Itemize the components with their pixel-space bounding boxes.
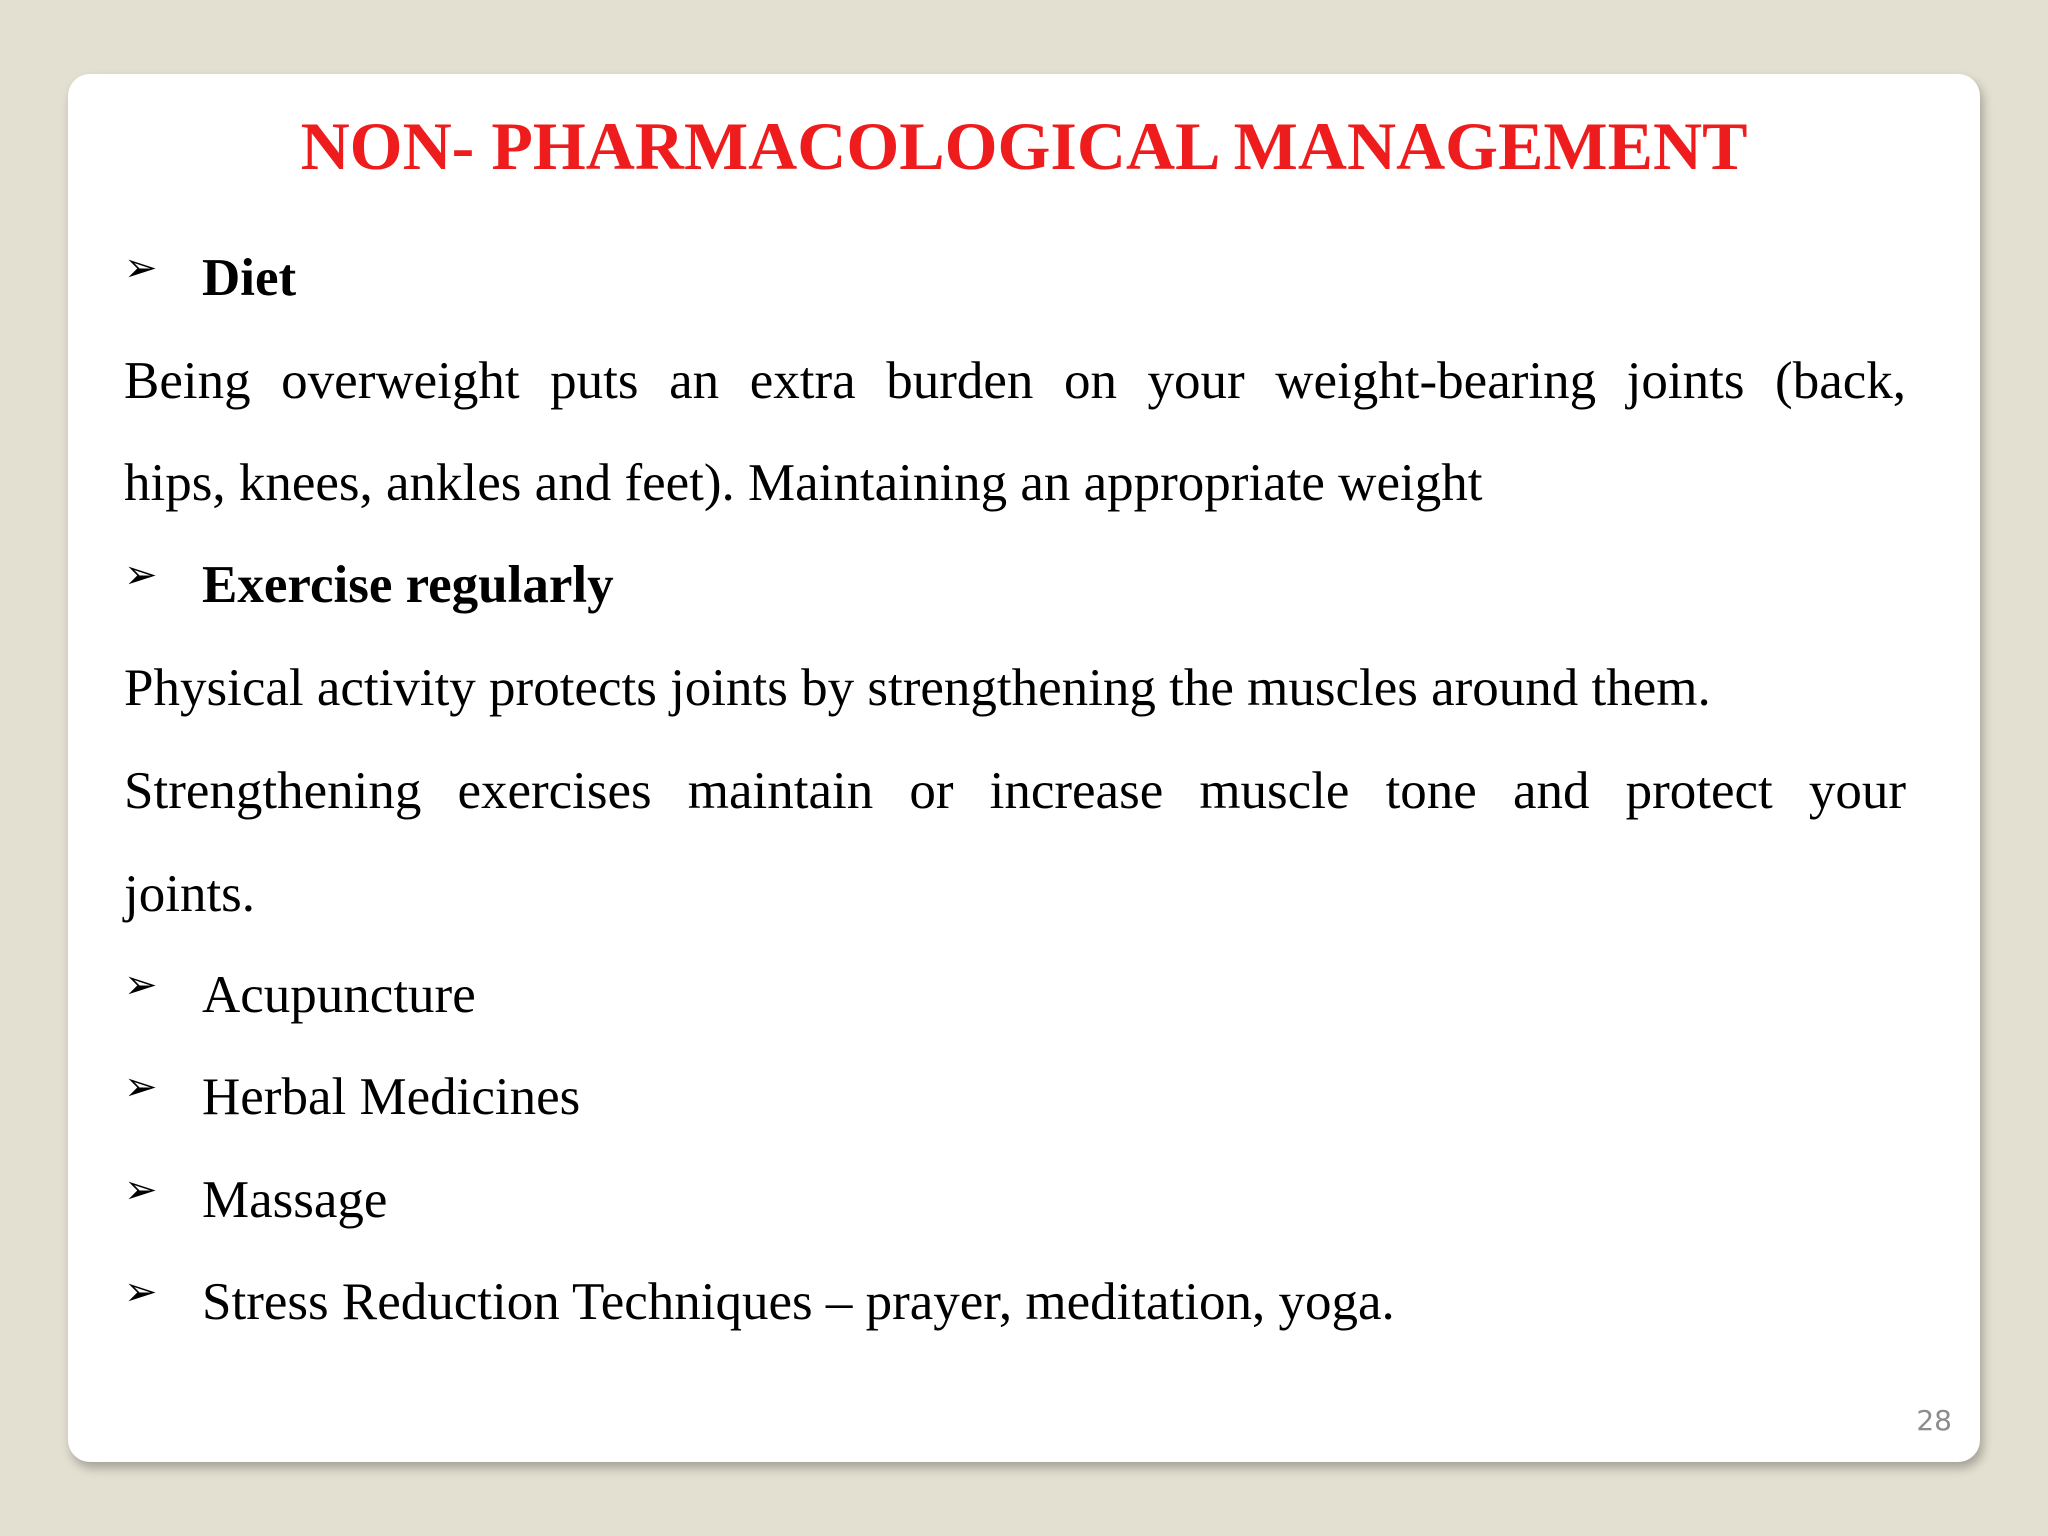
bullet-label: Herbal Medicines xyxy=(202,1068,581,1126)
arrow-bullet-icon: ➢ xyxy=(124,1064,158,1110)
diet-text-line-2: hips, knees, ankles and feet). Maintaining an appropriate weight xyxy=(124,454,1483,512)
exercise-text-line-3: joints. xyxy=(124,865,256,923)
exercise-text-line-1: Physical activity protects joints by strengthening the muscles around them. xyxy=(124,659,1711,717)
bullet-label: Acupuncture xyxy=(202,966,476,1024)
section-heading-diet: Diet xyxy=(202,249,297,307)
arrow-bullet-icon: ➢ xyxy=(124,1167,158,1213)
bullet-label: Massage xyxy=(202,1171,388,1229)
arrow-bullet-icon: ➢ xyxy=(124,1269,158,1315)
slide-title: NON- PHARMACOLOGICAL MANAGEMENT xyxy=(300,108,1748,184)
diet-text-line-1: Being overweight puts an extra burden on your weight-bearing joints (back, xyxy=(124,352,1906,410)
arrow-bullet-icon: ➢ xyxy=(124,245,158,291)
page-number: 28 xyxy=(1916,1404,1952,1437)
arrow-bullet-icon: ➢ xyxy=(124,552,158,598)
arrow-bullet-icon: ➢ xyxy=(124,962,158,1008)
bullet-item-exercise xyxy=(124,545,614,625)
bullet-item-stress-reduction xyxy=(124,1262,1395,1342)
bullet-item-massage xyxy=(124,1160,387,1240)
bullet-item-diet xyxy=(124,238,296,318)
exercise-text-line-2: Strengthening exercises maintain or increase muscle tone and protect your xyxy=(124,762,1906,820)
bullet-item-acupuncture xyxy=(124,955,476,1035)
bullet-item-herbal-medicines xyxy=(124,1057,580,1137)
section-heading-exercise: Exercise regularly xyxy=(202,556,614,614)
bullet-label: Stress Reduction Techniques – prayer, meditation, yoga. xyxy=(202,1273,1395,1331)
